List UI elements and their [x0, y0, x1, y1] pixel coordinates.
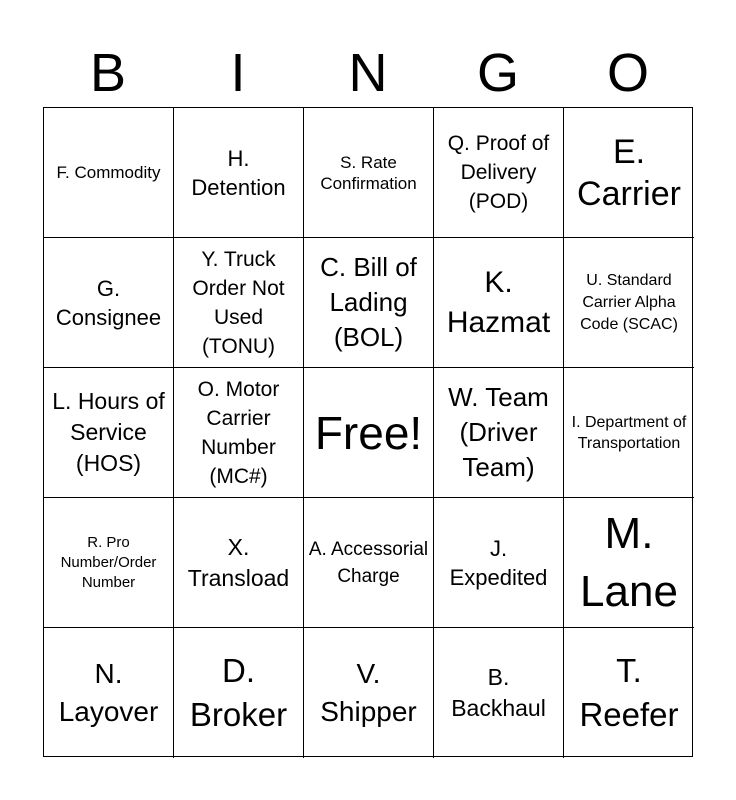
- header-letter-i: I: [230, 43, 246, 103]
- cell-text: O. Motor Carrier Number (MC#): [197, 377, 280, 488]
- bingo-cell[interactable]: [564, 628, 694, 758]
- cell-text: T. Reefer: [579, 652, 679, 733]
- bingo-cell[interactable]: [564, 368, 694, 498]
- header-letter-b: B: [89, 43, 127, 103]
- bingo-cell[interactable]: [434, 108, 564, 238]
- cell-text: Y. Truck Order Not Used (TONU): [192, 247, 285, 358]
- bingo-cell[interactable]: [434, 238, 564, 368]
- cell-text: M. Lane: [580, 508, 678, 616]
- bingo-cell[interactable]: [174, 238, 304, 368]
- bingo-cell[interactable]: [434, 498, 564, 628]
- bingo-cell[interactable]: [44, 498, 174, 628]
- bingo-cell[interactable]: [564, 498, 694, 628]
- cell-text: I. Department of Transportation: [571, 413, 687, 452]
- cell-text: E. Carrier: [577, 132, 681, 213]
- bingo-cell[interactable]: [174, 498, 304, 628]
- bingo-cell[interactable]: [174, 108, 304, 238]
- bingo-cell[interactable]: [434, 628, 564, 758]
- bingo-cell[interactable]: [44, 238, 174, 368]
- bingo-card-grid: [43, 107, 693, 757]
- cell-text: R. Pro Number/Order Number: [60, 533, 157, 591]
- cell-text: V. Shipper: [320, 658, 417, 727]
- bingo-cell[interactable]: [304, 238, 434, 368]
- free-space-text: Free!: [314, 406, 423, 459]
- bingo-header: [43, 40, 693, 106]
- cell-text: C. Bill of Lading (BOL): [320, 252, 417, 352]
- cell-text: D. Broker: [189, 652, 288, 733]
- cell-text: G. Consignee: [55, 275, 162, 330]
- cell-text: S. Rate Confirmation: [320, 152, 417, 193]
- header-letter-o: O: [606, 43, 649, 103]
- header-letter-n: N: [348, 43, 388, 103]
- free-space-cell[interactable]: [304, 368, 434, 498]
- cell-text: U. Standard Carrier Alpha Code (SCAC): [580, 271, 678, 333]
- cell-text: N. Layover: [58, 658, 159, 727]
- bingo-cell[interactable]: [564, 238, 694, 368]
- cell-text: W. Team (Driver Team): [448, 382, 549, 482]
- bingo-cell[interactable]: [44, 108, 174, 238]
- bingo-cell[interactable]: [44, 628, 174, 758]
- cell-text: F. Commodity: [56, 163, 161, 182]
- cell-text: H. Detention: [191, 145, 286, 200]
- bingo-cell[interactable]: [434, 368, 564, 498]
- bingo-cell[interactable]: [304, 628, 434, 758]
- cell-text: X. Transload: [187, 533, 290, 591]
- bingo-cell[interactable]: [304, 498, 434, 628]
- cell-text: K. Hazmat: [446, 265, 551, 339]
- bingo-cell[interactable]: [174, 368, 304, 498]
- header-letter-g: G: [476, 43, 519, 103]
- cell-text: A. Accessorial Charge: [308, 538, 429, 587]
- cell-text: L. Hours of Service (HOS): [52, 388, 165, 476]
- cell-text: Q. Proof of Delivery (POD): [447, 132, 550, 213]
- cell-text: J. Expedited: [449, 535, 548, 590]
- bingo-cell[interactable]: [564, 108, 694, 238]
- bingo-cell[interactable]: [174, 628, 304, 758]
- bingo-cell[interactable]: [44, 368, 174, 498]
- bingo-cell[interactable]: [304, 108, 434, 238]
- cell-text: B. Backhaul: [451, 664, 546, 721]
